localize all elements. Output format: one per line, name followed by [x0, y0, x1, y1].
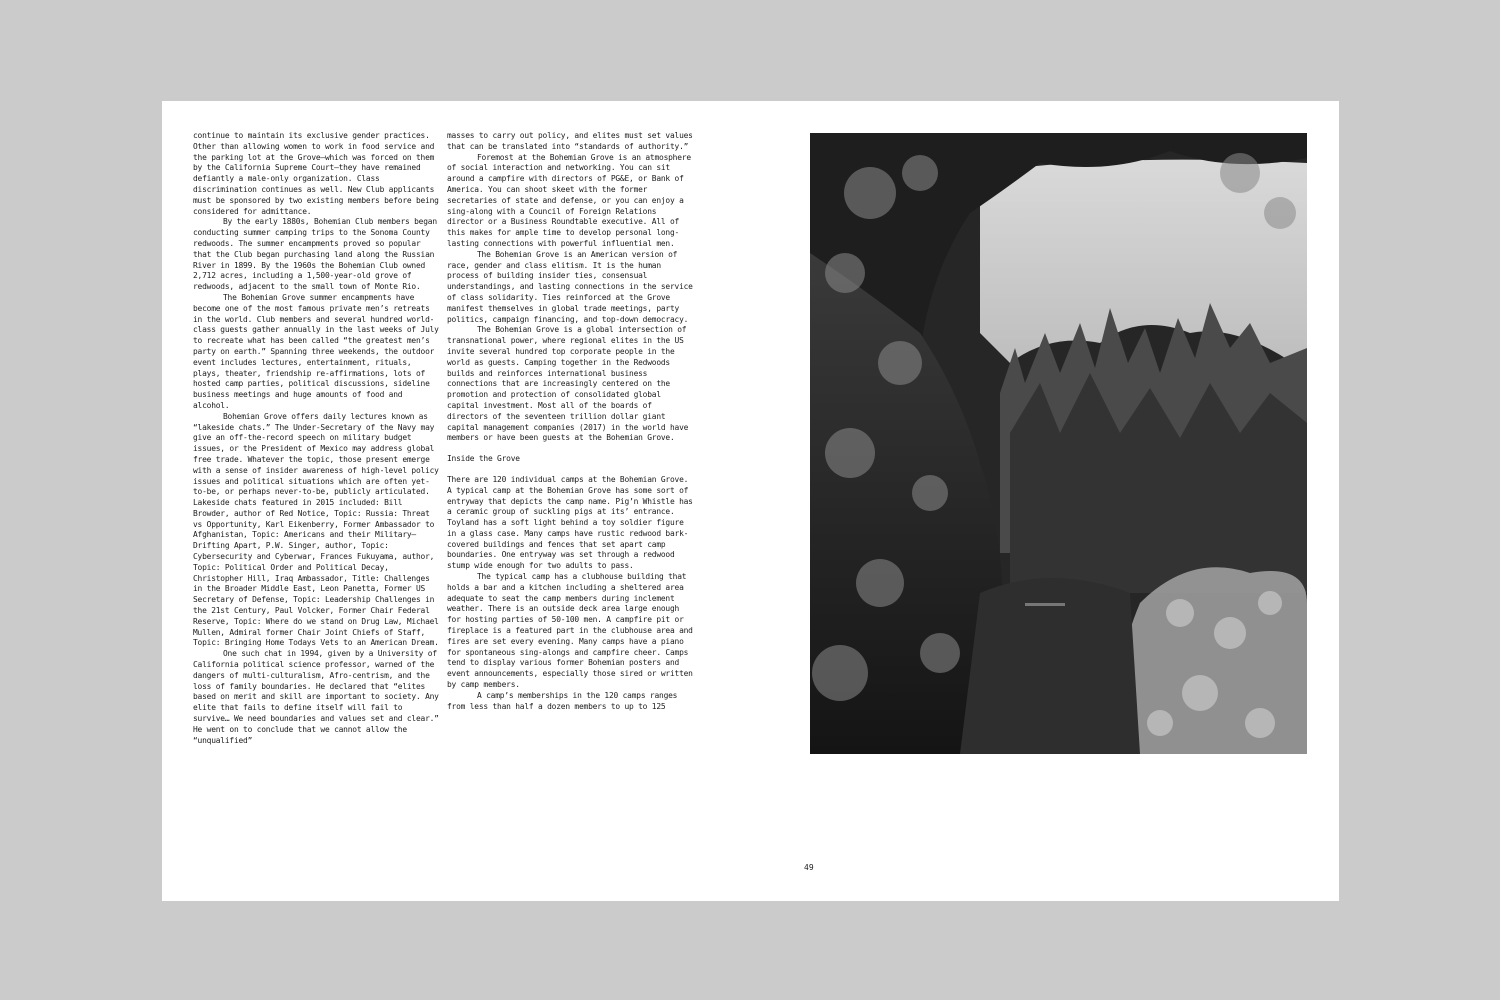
- paragraph: The typical camp has a clubhouse building that holds a bar and a kitchen including a sheltered area adequate to seat the camp members during inclement weather. There is an outside deck area large enough for hosting parties of 50-100 men. A campfire pit or fireplace is a featured part in the clubhouse area and fires are set every evening. Many camps have a piano for spontaneous sing-alongs and campfire cheer. Camps tend to display various former Bohemian posters and event announcements, especially those sired or written by camp members.: [447, 572, 693, 690]
- text-column-left: [193, 131, 439, 746]
- paragraph: continue to maintain its exclusive gender practices. Other than allowing women to work in food service and the parking lot at the Grove—which was forced on them by the California Supreme Court—they have remained defiantly a male-only organization. Class discrimination continues as well. New Club applicants must be sponsored by two existing members before being considered for admittance.: [193, 131, 439, 216]
- paragraph: Bohemian Grove offers daily lectures known as “lakeside chats.” The Under-Secretary of the Navy may give an off-the-record speech on military budget issues, or the President of Mexico may address global free trade. Whatever the topic, those present emerge with a sense of insider awareness of high-level policy issues and political situations which are often yet-to-be, or perhaps never-to-be, publicly articulated. Lakeside chats featured in 2015 included: Bill Browder, author of Red Notice, Topic: Russia: Threat vs Opportunity, Karl Eikenberry, Former Ambassador to Afghanistan, Topic: Americans and their Military—Drifting Apart, P.W. Singer, author, Topic: Cybersecurity and Cyberwar, Frances Fukuyama, author, Topic: Political Order and Political Decay, Christopher Hill, Iraq Ambassador, Title: Challenges in the Broader Middle East, Leon Panetta, Former US Secretary of Defense, Topic: Leadership Challenges in the 21st Century, Paul Volcker, Former Chair Federal Reserve, Topic: Where do we stand on Drug Law, Michael Mullen, Admiral former Chair Joint Chiefs of Staff, Topic: Bringing Home Todays Vets to an American Dream.: [193, 411, 439, 648]
- paragraph: Foremost at the Bohemian Grove is an atmosphere of social interaction and networking. You can sit around a campfire with directors of PG&E, or Bank of America. You can shoot skeet with the former secretaries of state and defense, or you can enjoy a sing-along with a Council of Foreign Relations director or a Business Roundtable executive. All of this makes for ample time to develop personal long-lasting connections with powerful influential men.: [447, 152, 691, 248]
- paragraph: A camp’s memberships in the 120 camps ranges from less than half a dozen members to up to 125: [447, 690, 678, 711]
- paragraph: The Bohemian Grove summer encampments have become one of the most famous private men’s retreats in the world. Club members and several hundred world-class guests gather annually in the last weeks of July to recreate what has been called “the greatest men’s party on earth.” Spanning three weekends, the outdoor event includes lectures, entertainment, rituals, plays, theater, friendship re-affirmations, lots of hosted camp parties, political discussions, sideline business meetings and huge amounts of food and alcohol.: [193, 292, 439, 410]
- book-spread: [162, 101, 1339, 901]
- page-number: 49: [804, 863, 814, 872]
- paragraph: By the early 1880s, Bohemian Club members began conducting summer camping trips to the Sonoma County redwoods. The summer encampments proved so popular that the Club began purchasing land along the Russian River in 1899. By the 1960s the Bohemian Club owned 2,712 acres, including a 1,500-year-old grove of redwoods, adjacent to the small town of Monte Rio.: [193, 217, 437, 292]
- paragraph: One such chat in 1994, given by a University of California political science professor, warned of the dangers of multi-culturalism, Afro-centrism, and the loss of family boundaries. He declared that “elites based on merit and skill are important to society. Any elite that fails to define itself will fail to survive… We need boundaries and values set and clear.” He went on to conclude that we cannot allow the “unqualified”: [193, 649, 439, 745]
- paragraph: The Bohemian Grove is a global intersection of transnational power, where regional elites in the US invite several hundred top corporate people in the world as guests. Camping together in the Redwoods builds and reinforces international business connections that are increasingly centered on the promotion and protection of consolidated global capital investment. Most all of the boards of directors of the seventeen trillion dollar giant capital management companies (2017) in the world have members or have been guests at the Bohemian Grove.: [447, 325, 689, 443]
- paragraph: The Bohemian Grove is an American version of race, gender and class elitism. It is the human process of building insider ties, consensual understandings, and lasting connections in the service of class solidarity. Ties reinforced at the Grove manifest themselves in global trade meetings, party politics, campaign financing, and top-down democracy.: [447, 249, 693, 324]
- paragraph: masses to carry out policy, and elites must set values that can be translated into “standards of authority.”: [447, 131, 693, 151]
- forest-photograph: [810, 133, 1307, 754]
- section-heading: Inside the Grove: [447, 454, 520, 464]
- text-column-middle: [447, 131, 693, 712]
- paragraph: There are 120 individual camps at the Bohemian Grove. A typical camp at the Bohemian Grove has some sort of entryway that depicts the camp name. Pig’n Whistle has a ceramic group of suckling pigs at its’ entrance. Toyland has a soft light behind a toy soldier figure in a glass case. Many camps have rustic redwood bark-covered buildings and fences that set apart camp boundaries. One entryway was set through a redwood stump wide enough for two adults to pass.: [447, 474, 693, 571]
- forest-photo-art: [810, 133, 1307, 754]
